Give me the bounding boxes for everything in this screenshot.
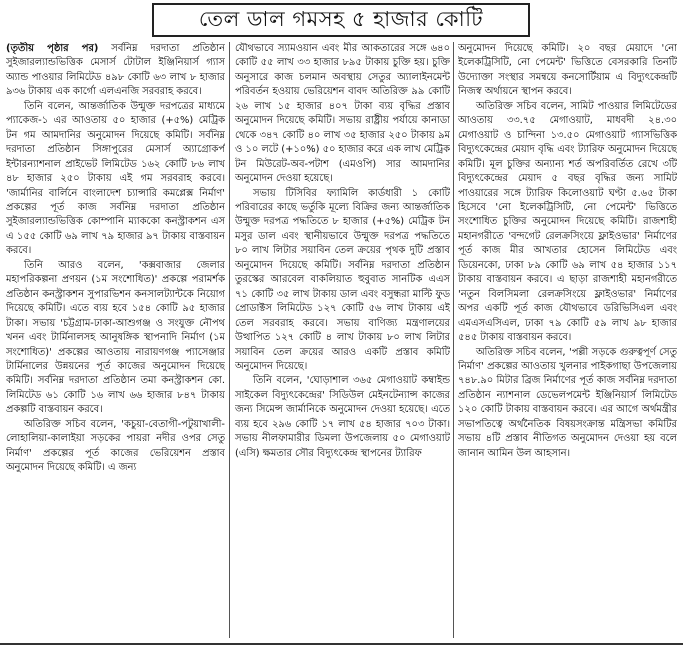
paragraph: অতিরিক্ত সচিব বলেন, 'পল্লী সড়কে গুরুত্বপূর্ণ সেতু নির্মাণ' প্রকল্পের আওতায় খুলনার পাইকগাছা উপজেলায় ৭৪৮.৯০ মিটার ব্রিজ নির্মাণের পূর্ত কাজ সর্বনিম্ন দরদাতা প্রতিষ্ঠান ন্যাশনাল ডেভেলপমেন্ট ইঞ্জিনিয়ার্স লিমিটেড ১২০ কোটি টাকায় বাস্তবায়ন করবে। এর আগে অর্থমন্ত্রীর সভাপতিত্বে অর্থনৈতিক বিষয়সংক্রান্ত মন্ত্রিসভা কমিটির সভায় ৪টি প্রস্তাব নীতিগত অনুমোদন দেওয়া হয় বলে জানান আমিন উল আহসান। — [458, 346, 677, 459]
page-jump-label: (তৃতীয় পৃষ্ঠার পর) — [6, 43, 99, 54]
paragraph: তিনি আরও বলেন, 'কক্সবাজার জেলার মহাপরিকল্পনা প্রণয়ন (১ম সংশোধিত)' প্রকল্পে পরামর্শক প্রতিষ্ঠান কনস্ট্রাকশন সুপারভিশন কনসালট্যান্টকে নিয়োগ দিয়েছে কমিটি। এতে ব্যয় হবে ১৫৪ কোটি ৯৫ হাজার টাকা। সভায় 'চট্টগ্রাম-ঢাকা-আশুগঞ্জ ও সংযুক্ত নৌপথ খনন এবং টার্মিনালসহ আনুষঙ্গিক স্থাপনাদি নির্মাণ (১ম সংশোধিত)' প্রকল্পের আওতায় নারায়ণগঞ্জ প্যাসেঞ্জার টার্মিনালের উন্নয়নের পূর্ত কাজের অনুমোদন দিয়েছে কমিটি। সর্বনিম্ন দরদাতা প্রতিষ্ঠান তমা কনস্ট্রাকশন কো. লিমিটেড ৬১ কোটি ১৬ লাখ ৬৬ হাজার ৮৪৭ টাকায় প্রকল্পটি বাস্তবায়ন করবে। — [6, 259, 225, 416]
paragraph: অতিরিক্ত সচিব বলেন, সামিট পাওয়ার লিমিটেডের আওতায় ৩৩.৭৫ মেগাওয়াট, মাধবদী ২৪.৩০ মেগাওয়াট ও চান্দিনা ১৩.৫০ মেগাওয়াট গ্যাসভিত্তিক বিদ্যুৎকেন্দ্রের মেয়াদ বৃদ্ধি এবং ট্যারিফ অনুমোদন দিয়েছে কমিটি। মূল চুক্তির অন্যান্য শর্ত অপরিবর্তিত রেখে ৩টি বিদ্যুৎকেন্দ্রের মেয়াদ ৫ বছর বৃদ্ধির জন্য সামিট পাওয়ারের সঙ্গে ট্যারিফ কিলোওয়াট ঘণ্টা ৫.৬৫ টাকা হিসেবে 'নো ইলেকট্রিসিটি, নো পেমেন্ট' ভিত্তিতে সংশোধিত চুক্তির অনুমোদন দিয়েছে কমিটি। রাজশাহী মহানগরীতে 'বন্দগেট রেলক্রসিংয়ে ফ্লাইওভার' নির্মাণের পূর্ত কাজ মীর আখতার হোসেন লিমিটেড এবং ডিয়েনকো, ঢাকা ৮৯ কোটি ৬৯ লাখ ৫৪ হাজার ১১৭ টাকায় বাস্তবায়ন করবে। এ ছাড়া রাজশাহী মহানগরীতে 'নতুন বিলসিমলা রেলক্রসিংয়ে ফ্লাইওভার' নির্মাণের অপর একটি পূর্ত কাজ যৌথভাবে ডরিভিসিএল এবং এমএসএসিএল, ঢাকা ৭৯ কোটি ৫৯ লাখ ৯৮ হাজার ৫৪৫ টাকায় বাস্তবায়ন করবে। — [458, 100, 677, 344]
paragraph: তিনি বলেন, 'ঘোড়াশাল ৩৬৫ মেগাওয়াট কম্বাইন্ড সাইকেল বিদ্যুৎকেন্দ্রের' সিডিউল মেইনটেন্যান্স কাজের জন্য সিমেন্স জার্মানিকে অনুমোদন দেওয়া হয়েছে। এতে ব্যয় হবে ২৯৬ কোটি ১৭ লাখ ৫৪ হাজার ৭০৩ টাকা। সভায় নীলফামারীর ডিমলা উপজেলায় ৫০ মেগাওয়াট (এসি) ক্ষমতার সৌর বিদ্যুৎকেন্দ্র স্থাপনের ট্যারিফ — [235, 375, 450, 459]
paragraph-text: সর্বনিম্ন দরদাতা প্রতিষ্ঠান সুইজারল্যান্ডভিত্তিক মেসার্স টোটাল ইঞ্জিনিয়ার্স গ্যাস অ্যান্ড পাওয়ার লিমিটেড ৪৯৮ কোটি ৬৩ লাখ ৮ হাজার ৯৩৬ টাকায় এক কার্গো এলএনজি সরবরাহ করবে। — [6, 43, 225, 98]
paragraph: অতিরিক্ত সচিব বলেন, 'কচুয়া-বেতাগী-পটুয়াখালী-লোহালিয়া-কালাইয়া সড়কের পায়রা নদীর ওপর সেতু নির্মাণ' প্রকল্পের পূর্ত কাজের ভেরিয়েশন প্রস্তাব অনুমোদন দিয়েছে কমিটি। এ জন্য — [6, 418, 225, 474]
column-divider — [453, 42, 454, 638]
column-2 — [235, 42, 450, 638]
paragraph — [6, 42, 225, 100]
headline-box — [152, 3, 530, 37]
paragraph: অনুমোদন দিয়েছে কমিটি। ২০ বছর মেয়াদে 'নো ইলেকট্রিসিটি, নো পেমেন্ট' ভিত্তিতে বেসরকারি তিনটি উদ্যোক্তা সংস্থার সমন্বয়ে কনসোর্টিয়াম এ বিদ্যুৎকেন্দ্রটি নিজস্ব অর্থায়নে স্থাপন করবে। — [458, 43, 677, 98]
headline: তেল ডাল গমসহ ৫ হাজার কোটি — [198, 6, 484, 31]
column-1 — [6, 42, 225, 638]
paragraph: যৌথভাবে স্যামওয়ান এবং মীর আকতারের সঙ্গে ৬৪০ কোটি ৫৫ লাখ ৩৩ হাজার ৮৯৫ টাকায় চুক্তি হয়। চুক্তি অনুসারে কাজ চলমান অবস্থায় সেতুর অ্যালাইনমেন্ট পরিবর্তন হওয়ায় ভেরিয়েশন বাবদ অতিরিক্ত ৯৯ কোটি ২৬ লাখ ১৫ হাজার ৪০৭ টাকা ব্যয় বৃদ্ধির প্রস্তাব অনুমোদন দিয়েছে কমিটি। সভায় রাষ্ট্রীয় পর্যায়ে কানাডা থেকে ৩৪৭ কোটি ৪০ লাখ ৩৫ হাজার ২৫০ টাকায় ৯ম ও ১০ লটে (+১০%) ৫০ হাজার করে এক লাখ মেট্রিক টন মিউরেট-অব-পটাশ (এমওপি) সার আমদানির অনুমোদন দেওয়া হয়েছে। — [235, 43, 450, 185]
paragraph: তিনি বলেন, আন্তর্জাতিক উন্মুক্ত দরপত্রের মাধ্যমে প্যাকেজ-১ এর আওতায় ৫০ হাজার (+৫%) মেট্রিক টন গম আমদানির অনুমোদন দিয়েছে কমিটি। সর্বনিম্ন দরদাতা প্রতিষ্ঠান সিঙ্গাপুরের মেসার্স অ্যাগ্রোকর্প ইন্টারন্যাশনাল প্রাইভেট লিমিটেড ১৬২ কোটি ৮৬ লাখ ৪৮ হাজার ২৫০ টাকায় এই গম সরবরাহ করবে। 'জার্মানির বার্লিনে বাংলাদেশ চ্যান্সারি কমপ্লেক্স নির্মাণ' প্রকল্পের পূর্ত কাজ সর্বনিম্ন দরদাতা প্রতিষ্ঠান সুইজারল্যান্ডভিত্তিক কোম্পানি ম্যাককো কনস্ট্রাকশন এস এ ১৫৫ কোটি ৬৯ লাখ ৭৯ হাজার ৯৭ টাকায় বাস্তবায়ন করবে। — [6, 100, 225, 257]
column-3 — [458, 42, 677, 638]
column-divider — [229, 42, 230, 638]
paragraph: সভায় টিসিবির ফ্যামিলি কার্ডধারী ১ কোটি পরিবারের কাছে ভর্তুকি মূল্যে বিক্রির জন্য আন্তর্জাতিক উন্মুক্ত দরপত্র পদ্ধতিতে ৮ হাজার (+৫%) মেট্রিক টন মসুর ডাল এবং স্থানীয়ভাবে উন্মুক্ত দরপত্র পদ্ধতিতে ৮০ লাখ লিটার সয়াবিন তেল ক্রয়ের পৃথক দুটি প্রস্তাব অনুমোদন দিয়েছে কমিটি। সর্বনিম্ন দরদাতা প্রতিষ্ঠান তুরস্কের আরবেল বাকলিয়াত হুবুবাত সানটিক এএস ৭১ কোটি ৩৫ লাখ টাকায় ডাল এবং বসুন্ধরা মাল্টি ফুড প্রোডাক্টস লিমিটেড ১২৭ কোটি ৫৬ লাখ টাকায় এই তেল সরবরাহ করবে। সভায় বাণিজ্য মন্ত্রণালয়ের উত্থাপিত ১২৭ কোটি ৪ লাখ টাকায় ৮০ লাখ লিটার সয়াবিন তেল ক্রয়ের আরও একটি প্রস্তাব কমিটি অনুমোদন দিয়েছে। — [235, 187, 450, 372]
bottom-rule — [0, 643, 683, 645]
